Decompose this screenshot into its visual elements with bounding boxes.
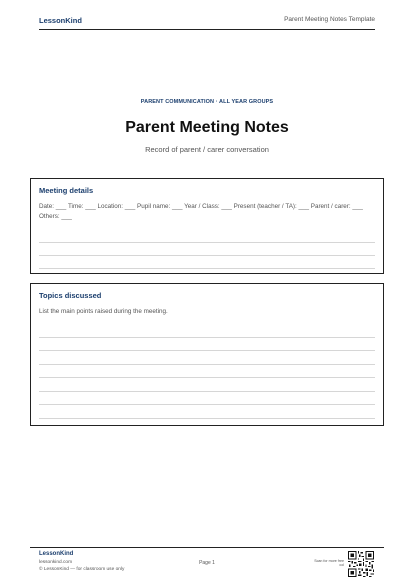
writing-line[interactable]: [39, 255, 375, 256]
document-type: Parent Meeting Notes Template: [284, 16, 375, 23]
writing-line[interactable]: [39, 242, 375, 243]
writing-line[interactable]: [39, 337, 375, 338]
qr-caption: Scan for more free col: [314, 559, 344, 568]
footer-copyright: © LessonKind — for classroom use only: [39, 567, 125, 572]
meeting-details-fields[interactable]: Date: ___ Time: ___ Location: ___ Pupil name: ___ Year / Class: ___ Present (teacher / TA): ___ Parent / carer: ___ Others: ___: [39, 203, 363, 220]
writing-line[interactable]: [39, 268, 375, 269]
writing-line[interactable]: [39, 404, 375, 405]
header-divider: [39, 29, 375, 30]
writing-line[interactable]: [39, 391, 375, 392]
page-subtitle: Record of parent / carer conversation: [145, 145, 269, 154]
writing-line[interactable]: [39, 377, 375, 378]
section-heading: Meeting details: [39, 186, 94, 195]
footer-website[interactable]: lessonkind.com: [39, 560, 73, 565]
footer-brand: LessonKind: [39, 551, 74, 557]
writing-line[interactable]: [39, 364, 375, 365]
brand-logo: LessonKind: [39, 16, 82, 25]
section-heading: Topics discussed: [39, 291, 102, 300]
page-title: Parent Meeting Notes: [125, 119, 289, 136]
footer-divider: [30, 547, 384, 548]
section-instructions: List the main points raised during the meeting.: [39, 308, 168, 315]
meeting-details-section: [30, 178, 384, 274]
topics-discussed-section: [30, 283, 384, 426]
kicker: PARENT COMMUNICATION · ALL YEAR GROUPS: [140, 99, 274, 105]
qr-code-icon[interactable]: [348, 551, 374, 577]
page-number: Page 1: [199, 560, 215, 566]
writing-line[interactable]: [39, 350, 375, 351]
writing-line[interactable]: [39, 418, 375, 419]
